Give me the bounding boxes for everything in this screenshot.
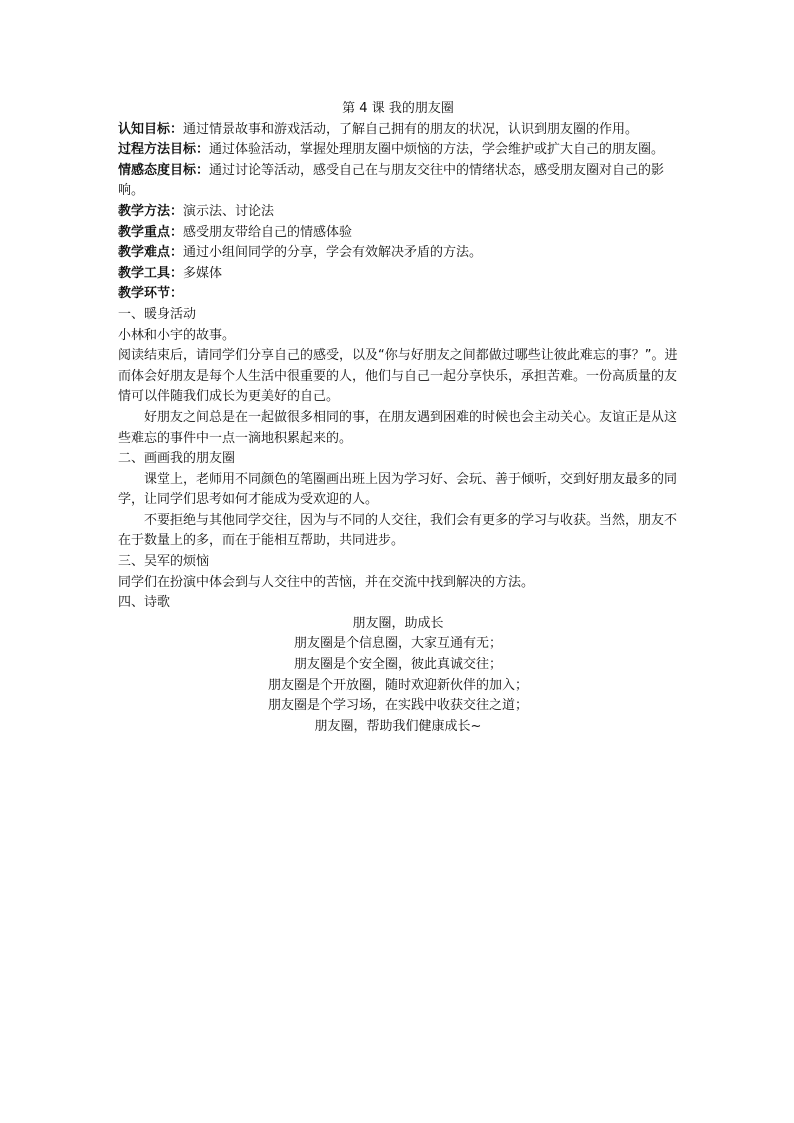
poem: [118, 614, 678, 738]
teaching-focus: [118, 223, 678, 244]
document-page: [118, 99, 678, 737]
objective-cognitive: [118, 120, 678, 141]
objective-text: 通过小组间同学的分享，学会有效解决矛盾的方法。: [183, 245, 483, 261]
objective-process: [118, 140, 678, 161]
poem-line: 朋友圈是个安全圈，彼此真诚交往；: [293, 657, 502, 673]
paragraph: 小林和小宇的故事。: [118, 327, 236, 343]
objective-label: 情感态度目标：: [118, 162, 210, 178]
poem-line: 朋友圈是个信息圈，大家互通有无；: [293, 636, 502, 652]
objective-label: 过程方法目标：: [118, 142, 210, 158]
paragraph: 不要拒绝与其他同学交往，因为与不同的人交往，我们会有更多的学习与收获。当然，朋友不在于数量上的多，而在于能相互帮助，共同进步。: [118, 512, 678, 549]
objective-label: 教学方法：: [118, 203, 184, 219]
section-heading: 三、吴军的烦恼: [118, 554, 210, 570]
poem-line: 朋友圈是个开放圈，随时欢迎新伙伴的加入；: [267, 677, 528, 693]
objective-text: 通过情景故事和游戏活动，了解自己拥有的朋友的状况，认识到朋友圈的作用。: [183, 121, 639, 137]
objective-text: 通过体验活动，掌握处理朋友圈中烦恼的方法，学会维护或扩大自己的朋友圈。: [209, 142, 665, 158]
objective-label: 认知目标：: [118, 121, 184, 137]
paragraph: 阅读结束后，请同学们分享自己的感受，以及“你与好朋友之间都做过哪些让彼此难忘的事？”。进而体会好朋友是每个人生活中很重要的人，他们与自己一起分享快乐，承担苦难。一份高质量的友情可以伴随我们成长为更美好的自己。: [118, 348, 678, 405]
objective-label: 教学难点：: [118, 245, 184, 261]
teaching-steps: [118, 284, 678, 305]
objective-label: 教学工具：: [118, 265, 184, 281]
objective-text: 演示法、讨论法: [183, 203, 275, 219]
paragraph: 好朋友之间总是在一起做很多相同的事，在朋友遇到困难的时候也会主动关心。友谊正是从这些难忘的事件中一点一滴地积累起来的。: [118, 409, 678, 446]
section-heading: 四、诗歌: [118, 595, 171, 611]
objective-text: 感受朋友带给自己的情感体验: [183, 224, 353, 240]
objective-text: 通过讨论等活动，感受自己在与朋友交往中的情绪状态，感受朋友圈对自己的影响。: [118, 162, 665, 199]
paragraph: 同学们在扮演中体会到与人交往中的苦恼，并在交流中找到解决的方法。: [118, 574, 535, 590]
teaching-difficulty: [118, 243, 678, 264]
objective-label: 教学环节：: [118, 286, 184, 302]
page-title: 第 4 课 我的朋友圈: [342, 101, 454, 116]
objective-label: 教学重点：: [118, 224, 184, 240]
poem-line: 朋友圈是个学习场，在实践中收获交往之道；: [267, 698, 528, 714]
paragraph: 课堂上，老师用不同颜色的笔圈画出班上因为学习好、会玩、善于倾听，交到好朋友最多的同学，让同学们思考如何才能成为受欢迎的人。: [118, 471, 678, 508]
objective-text: 多媒体: [183, 265, 223, 281]
teaching-method: [118, 202, 678, 223]
objective-emotion: [118, 161, 678, 202]
poem-title: 朋友圈，助成长: [352, 615, 444, 631]
section-heading: 一、暖身活动: [118, 306, 197, 322]
section-heading: 二、画画我的朋友圈: [118, 451, 236, 467]
poem-line: 朋友圈，帮助我们健康成长~: [314, 718, 482, 734]
teaching-tools: [118, 264, 678, 285]
